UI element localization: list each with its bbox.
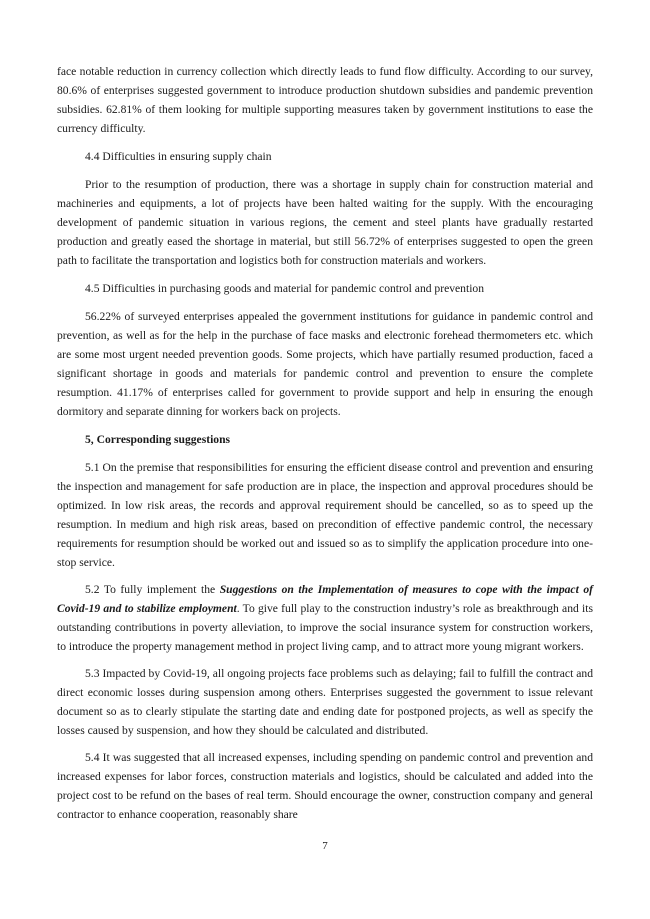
text-run: 56.22% of surveyed enterprises appealed the government institutions for guidance in pandemic control and prevention, as well as for the help in the purchase of face masks and electronic forehead thermometers etc. which are some most urgent needed prevention goods. Some projects, which have partially resumed production, faced a significant shortage in goods and materials for pandemic control and prevention to ensure the complete resumption. 41.17% of enterprises called for government to provide support and help in ensuring the enough dormitory and separate dinning for workers back on projects. [57, 310, 593, 418]
text-run: 5.3 Impacted by Covid-19, all ongoing projects face problems such as delaying; fail to fulfill the contract and direct economic losses during suspension among others. Enterprises suggested the government to issue relevant document so as to clearly stipulate the starting date and ending date for postponed projects, as well as specify the losses caused by suspension, and how they should be calculated and distributed. [57, 667, 593, 737]
text-run: 4.4 Difficulties in ensuring supply chain [85, 150, 272, 163]
text-run: Prior to the resumption of production, there was a shortage in supply chain for construction material and machineries and equipments, a lot of projects have been halted waiting for the supply. With the encouraging development of pandemic situation in various regions, the cement and steel plants have gradually restarted production and greatly eased the shortage in material, but still 56.72% of enterprises suggested to open the green path to facilitate the transportation and logistics both for construction materials and workers. [57, 178, 593, 267]
paragraph [57, 175, 593, 270]
text-run: 5, Corresponding suggestions [85, 433, 231, 446]
text-run: 5.2 To fully implement the [85, 583, 220, 596]
text-run: 5.1 On the premise that responsibilities for ensuring the efficient disease control and prevention and ensuring the inspection and management for safe production are in place, the inspection and approval procedures should be optimized. In low risk areas, the records and approval requirement should be cancelled, so as to speed up the resumption. In medium and high risk areas, based on precondition of effective pandemic control, the necessary requirements for resumption should be worked out and issued so as to simplify the application procedure into one-stop service. [57, 461, 593, 569]
paragraph [57, 458, 593, 572]
page-number: 7 [322, 840, 328, 852]
text-run: 5.4 It was suggested that all increased expenses, including spending on pandemic control and prevention and increased expenses for labor forces, construction materials and logistics, should be calculated and added into the project cost to be refund on the bases of real term. Should encourage the owner, construction company and general contractor to enhance cooperation, reasonably share [57, 751, 593, 821]
text-run: face notable reduction in currency collection which directly leads to fund flow difficulty. According to our survey, 80.6% of enterprises suggested government to introduce production shutdown subsidies and pandemic prevention subsidies. 62.81% of them looking for multiple supporting measures taken by government institutions to ease the currency difficulty. [57, 65, 593, 135]
paragraph [57, 580, 593, 656]
paragraph [57, 307, 593, 421]
paragraph [57, 62, 593, 138]
paragraph [57, 748, 593, 824]
inline-document-title: Suggestions on the Implementation of measures to cope with the impact of Covid-19 and to stabilize employment [57, 583, 593, 615]
page-body [57, 54, 593, 832]
section-heading [85, 430, 593, 449]
paragraph [57, 664, 593, 740]
text-run: 4.5 Difficulties in purchasing goods and material for pandemic control and prevention [85, 282, 485, 295]
section-heading [85, 279, 593, 298]
section-heading [85, 147, 593, 166]
text-run: . To give full play to the construction industry’s role as breakthrough and its outstanding contributions in poverty alleviation, to improve the social insurance system for construction workers, to introduce the property management method in project living camp, and to attract more young migrant workers. [57, 602, 593, 653]
